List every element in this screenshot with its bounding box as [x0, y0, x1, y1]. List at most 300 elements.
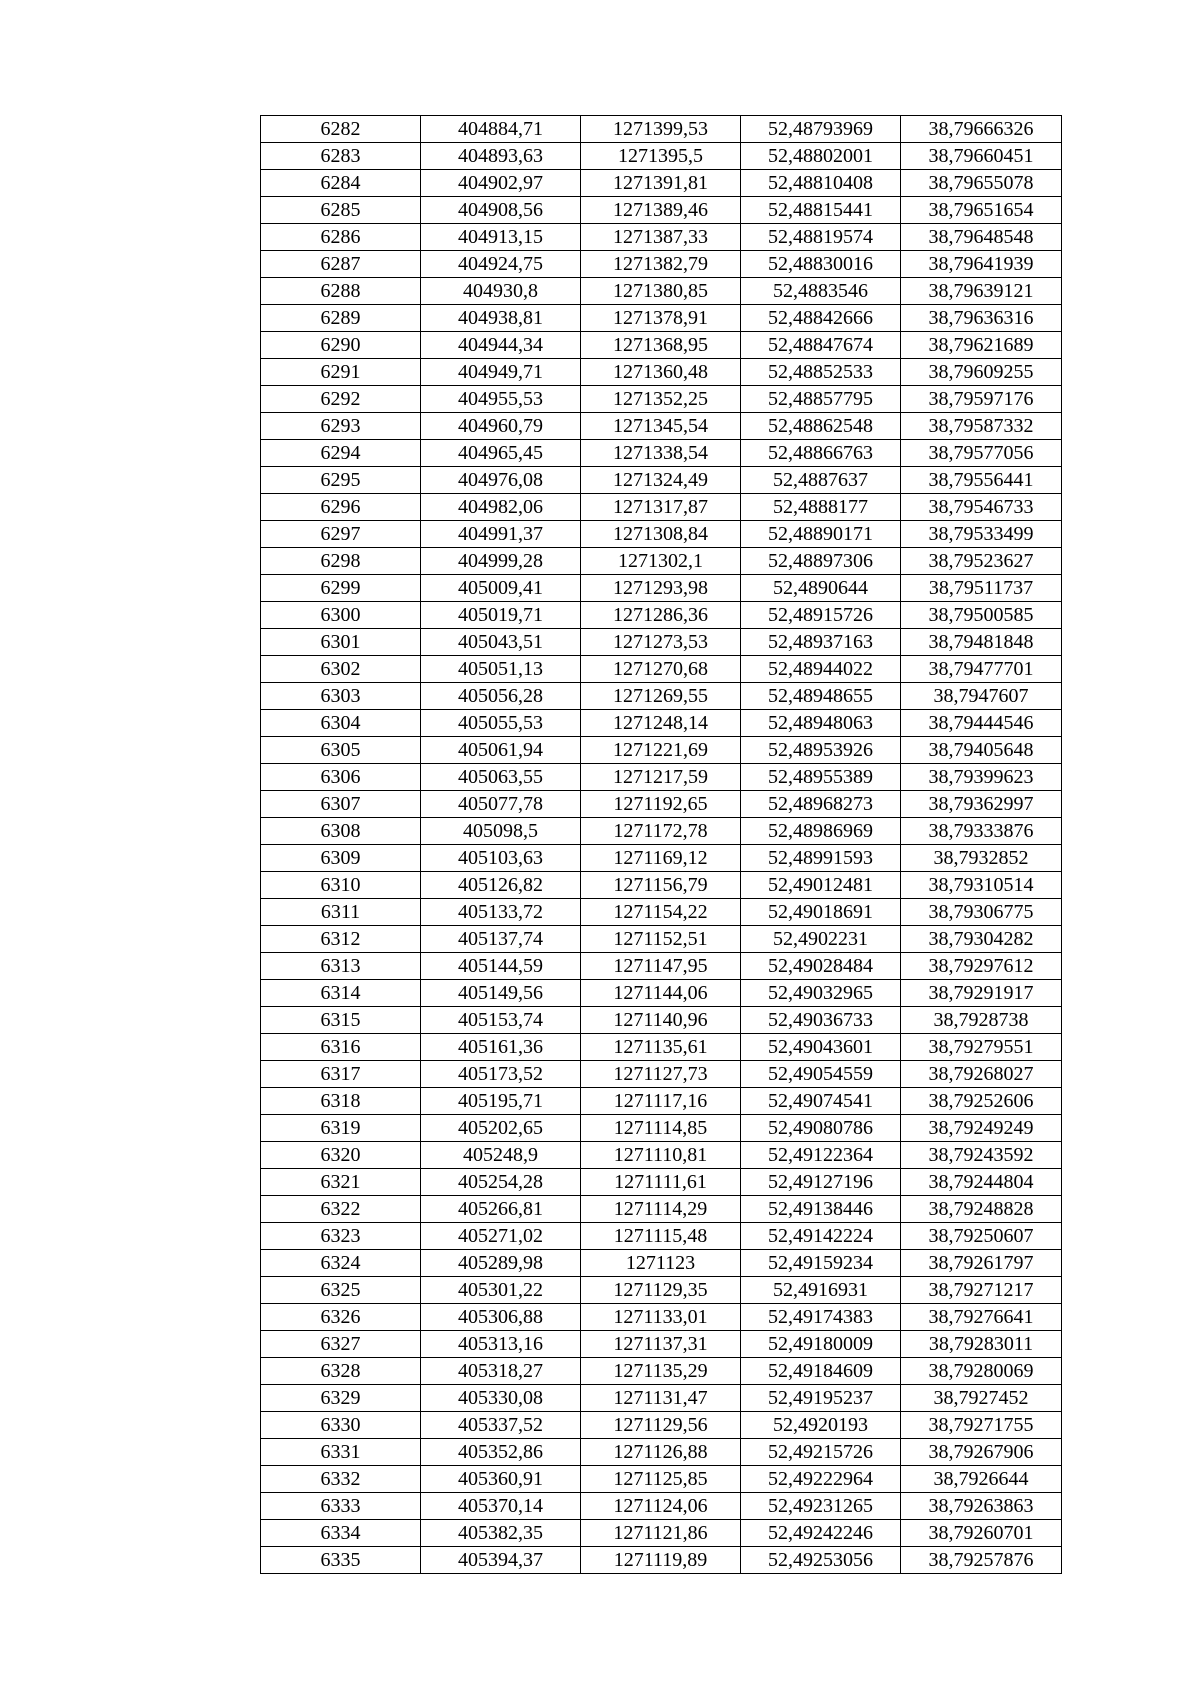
table-row: [261, 602, 1062, 629]
longitude-cell: 38,79511737: [901, 575, 1062, 602]
table-row: [261, 845, 1062, 872]
table-row: [261, 197, 1062, 224]
point-number-cell: 6298: [261, 548, 421, 575]
y-coordinate-cell: 1271389,46: [581, 197, 741, 224]
longitude-cell: 38,79500585: [901, 602, 1062, 629]
longitude-cell: 38,79609255: [901, 359, 1062, 386]
x-coordinate-cell: 405103,63: [421, 845, 581, 872]
x-coordinate-cell: 405149,56: [421, 980, 581, 1007]
point-number-cell: 6318: [261, 1088, 421, 1115]
y-coordinate-cell: 1271137,31: [581, 1331, 741, 1358]
y-coordinate-cell: 1271111,61: [581, 1169, 741, 1196]
longitude-cell: 38,79577056: [901, 440, 1062, 467]
y-coordinate-cell: 1271135,61: [581, 1034, 741, 1061]
table-row: [261, 1439, 1062, 1466]
longitude-cell: 38,79297612: [901, 953, 1062, 980]
y-coordinate-cell: 1271129,35: [581, 1277, 741, 1304]
latitude-cell: 52,49080786: [741, 1115, 901, 1142]
point-number-cell: 6331: [261, 1439, 421, 1466]
y-coordinate-cell: 1271286,36: [581, 602, 741, 629]
longitude-cell: 38,79523627: [901, 548, 1062, 575]
point-number-cell: 6309: [261, 845, 421, 872]
longitude-cell: 38,79648548: [901, 224, 1062, 251]
table-row: [261, 737, 1062, 764]
x-coordinate-cell: 404893,63: [421, 143, 581, 170]
y-coordinate-cell: 1271119,89: [581, 1547, 741, 1574]
x-coordinate-cell: 405306,88: [421, 1304, 581, 1331]
table-row: [261, 1358, 1062, 1385]
table-row: [261, 1277, 1062, 1304]
y-coordinate-cell: 1271273,53: [581, 629, 741, 656]
point-number-cell: 6334: [261, 1520, 421, 1547]
latitude-cell: 52,49222964: [741, 1466, 901, 1493]
point-number-cell: 6292: [261, 386, 421, 413]
x-coordinate-cell: 404949,71: [421, 359, 581, 386]
latitude-cell: 52,49043601: [741, 1034, 901, 1061]
longitude-cell: 38,79533499: [901, 521, 1062, 548]
latitude-cell: 52,48857795: [741, 386, 901, 413]
y-coordinate-cell: 1271115,48: [581, 1223, 741, 1250]
x-coordinate-cell: 404976,08: [421, 467, 581, 494]
longitude-cell: 38,79276641: [901, 1304, 1062, 1331]
point-number-cell: 6291: [261, 359, 421, 386]
table-row: [261, 1115, 1062, 1142]
x-coordinate-cell: 405352,86: [421, 1439, 581, 1466]
table-row: [261, 980, 1062, 1007]
longitude-cell: 38,79261797: [901, 1250, 1062, 1277]
latitude-cell: 52,49122364: [741, 1142, 901, 1169]
table-row: [261, 467, 1062, 494]
table-row: [261, 1196, 1062, 1223]
longitude-cell: 38,79283011: [901, 1331, 1062, 1358]
latitude-cell: 52,49242246: [741, 1520, 901, 1547]
point-number-cell: 6317: [261, 1061, 421, 1088]
x-coordinate-cell: 405061,94: [421, 737, 581, 764]
latitude-cell: 52,49032965: [741, 980, 901, 1007]
point-number-cell: 6306: [261, 764, 421, 791]
latitude-cell: 52,49184609: [741, 1358, 901, 1385]
y-coordinate-cell: 1271269,55: [581, 683, 741, 710]
longitude-cell: 38,79597176: [901, 386, 1062, 413]
x-coordinate-cell: 404930,8: [421, 278, 581, 305]
y-coordinate-cell: 1271338,54: [581, 440, 741, 467]
table-row: [261, 764, 1062, 791]
table-row: [261, 548, 1062, 575]
x-coordinate-cell: 404955,53: [421, 386, 581, 413]
longitude-cell: 38,79362997: [901, 791, 1062, 818]
x-coordinate-cell: 405289,98: [421, 1250, 581, 1277]
x-coordinate-cell: 405202,65: [421, 1115, 581, 1142]
longitude-cell: 38,79641939: [901, 251, 1062, 278]
coordinates-table: [260, 115, 1062, 1574]
point-number-cell: 6321: [261, 1169, 421, 1196]
latitude-cell: 52,48915726: [741, 602, 901, 629]
y-coordinate-cell: 1271126,88: [581, 1439, 741, 1466]
x-coordinate-cell: 405248,9: [421, 1142, 581, 1169]
latitude-cell: 52,48897306: [741, 548, 901, 575]
point-number-cell: 6333: [261, 1493, 421, 1520]
x-coordinate-cell: 405394,37: [421, 1547, 581, 1574]
longitude-cell: 38,79666326: [901, 116, 1062, 143]
y-coordinate-cell: 1271308,84: [581, 521, 741, 548]
table-row: [261, 1034, 1062, 1061]
point-number-cell: 6297: [261, 521, 421, 548]
latitude-cell: 52,49231265: [741, 1493, 901, 1520]
table-row: [261, 1412, 1062, 1439]
latitude-cell: 52,48842666: [741, 305, 901, 332]
point-number-cell: 6303: [261, 683, 421, 710]
x-coordinate-cell: 405337,52: [421, 1412, 581, 1439]
table-row: [261, 251, 1062, 278]
y-coordinate-cell: 1271156,79: [581, 872, 741, 899]
table-row: [261, 1385, 1062, 1412]
latitude-cell: 52,49253056: [741, 1547, 901, 1574]
y-coordinate-cell: 1271270,68: [581, 656, 741, 683]
y-coordinate-cell: 1271123: [581, 1250, 741, 1277]
y-coordinate-cell: 1271399,53: [581, 116, 741, 143]
point-number-cell: 6322: [261, 1196, 421, 1223]
longitude-cell: 38,79444546: [901, 710, 1062, 737]
x-coordinate-cell: 405043,51: [421, 629, 581, 656]
longitude-cell: 38,79250607: [901, 1223, 1062, 1250]
longitude-cell: 38,79556441: [901, 467, 1062, 494]
latitude-cell: 52,49142224: [741, 1223, 901, 1250]
latitude-cell: 52,48948063: [741, 710, 901, 737]
longitude-cell: 38,79291917: [901, 980, 1062, 1007]
x-coordinate-cell: 404908,56: [421, 197, 581, 224]
latitude-cell: 52,48944022: [741, 656, 901, 683]
point-number-cell: 6335: [261, 1547, 421, 1574]
y-coordinate-cell: 1271140,96: [581, 1007, 741, 1034]
y-coordinate-cell: 1271124,06: [581, 1493, 741, 1520]
point-number-cell: 6323: [261, 1223, 421, 1250]
longitude-cell: 38,79304282: [901, 926, 1062, 953]
y-coordinate-cell: 1271221,69: [581, 737, 741, 764]
latitude-cell: 52,48937163: [741, 629, 901, 656]
point-number-cell: 6295: [261, 467, 421, 494]
latitude-cell: 52,48830016: [741, 251, 901, 278]
latitude-cell: 52,49138446: [741, 1196, 901, 1223]
longitude-cell: 38,7927452: [901, 1385, 1062, 1412]
latitude-cell: 52,4887637: [741, 467, 901, 494]
latitude-cell: 52,48955389: [741, 764, 901, 791]
y-coordinate-cell: 1271192,65: [581, 791, 741, 818]
x-coordinate-cell: 405126,82: [421, 872, 581, 899]
y-coordinate-cell: 1271125,85: [581, 1466, 741, 1493]
point-number-cell: 6290: [261, 332, 421, 359]
latitude-cell: 52,4888177: [741, 494, 901, 521]
point-number-cell: 6316: [261, 1034, 421, 1061]
x-coordinate-cell: 404965,45: [421, 440, 581, 467]
table-row: [261, 1493, 1062, 1520]
table-row: [261, 1142, 1062, 1169]
point-number-cell: 6282: [261, 116, 421, 143]
longitude-cell: 38,79267906: [901, 1439, 1062, 1466]
y-coordinate-cell: 1271217,59: [581, 764, 741, 791]
longitude-cell: 38,79655078: [901, 170, 1062, 197]
y-coordinate-cell: 1271345,54: [581, 413, 741, 440]
longitude-cell: 38,79639121: [901, 278, 1062, 305]
table-row: [261, 1304, 1062, 1331]
point-number-cell: 6305: [261, 737, 421, 764]
x-coordinate-cell: 405254,28: [421, 1169, 581, 1196]
latitude-cell: 52,49127196: [741, 1169, 901, 1196]
x-coordinate-cell: 404999,28: [421, 548, 581, 575]
table-body: [261, 116, 1062, 1574]
y-coordinate-cell: 1271391,81: [581, 170, 741, 197]
longitude-cell: 38,79260701: [901, 1520, 1062, 1547]
point-number-cell: 6299: [261, 575, 421, 602]
point-number-cell: 6284: [261, 170, 421, 197]
y-coordinate-cell: 1271131,47: [581, 1385, 741, 1412]
x-coordinate-cell: 405301,22: [421, 1277, 581, 1304]
x-coordinate-cell: 404938,81: [421, 305, 581, 332]
longitude-cell: 38,79271217: [901, 1277, 1062, 1304]
latitude-cell: 52,49018691: [741, 899, 901, 926]
point-number-cell: 6315: [261, 1007, 421, 1034]
y-coordinate-cell: 1271293,98: [581, 575, 741, 602]
table-row: [261, 359, 1062, 386]
longitude-cell: 38,79660451: [901, 143, 1062, 170]
longitude-cell: 38,79636316: [901, 305, 1062, 332]
point-number-cell: 6310: [261, 872, 421, 899]
x-coordinate-cell: 405098,5: [421, 818, 581, 845]
table-row: [261, 656, 1062, 683]
table-row: [261, 143, 1062, 170]
y-coordinate-cell: 1271110,81: [581, 1142, 741, 1169]
table-row: [261, 116, 1062, 143]
point-number-cell: 6283: [261, 143, 421, 170]
y-coordinate-cell: 1271169,12: [581, 845, 741, 872]
x-coordinate-cell: 405370,14: [421, 1493, 581, 1520]
table-row: [261, 818, 1062, 845]
latitude-cell: 52,48991593: [741, 845, 901, 872]
point-number-cell: 6328: [261, 1358, 421, 1385]
table-row: [261, 305, 1062, 332]
table-row: [261, 332, 1062, 359]
y-coordinate-cell: 1271152,51: [581, 926, 741, 953]
point-number-cell: 6332: [261, 1466, 421, 1493]
latitude-cell: 52,49159234: [741, 1250, 901, 1277]
longitude-cell: 38,79399623: [901, 764, 1062, 791]
longitude-cell: 38,7932852: [901, 845, 1062, 872]
longitude-cell: 38,79280069: [901, 1358, 1062, 1385]
latitude-cell: 52,49215726: [741, 1439, 901, 1466]
longitude-cell: 38,79310514: [901, 872, 1062, 899]
table-row: [261, 1250, 1062, 1277]
latitude-cell: 52,49180009: [741, 1331, 901, 1358]
longitude-cell: 38,79621689: [901, 332, 1062, 359]
x-coordinate-cell: 405063,55: [421, 764, 581, 791]
y-coordinate-cell: 1271378,91: [581, 305, 741, 332]
latitude-cell: 52,48948655: [741, 683, 901, 710]
table-row: [261, 170, 1062, 197]
latitude-cell: 52,48793969: [741, 116, 901, 143]
x-coordinate-cell: 405313,16: [421, 1331, 581, 1358]
latitude-cell: 52,48968273: [741, 791, 901, 818]
point-number-cell: 6326: [261, 1304, 421, 1331]
point-number-cell: 6327: [261, 1331, 421, 1358]
table-row: [261, 521, 1062, 548]
latitude-cell: 52,49174383: [741, 1304, 901, 1331]
table-row: [261, 413, 1062, 440]
latitude-cell: 52,49054559: [741, 1061, 901, 1088]
table-row: [261, 575, 1062, 602]
longitude-cell: 38,79405648: [901, 737, 1062, 764]
point-number-cell: 6329: [261, 1385, 421, 1412]
x-coordinate-cell: 404944,34: [421, 332, 581, 359]
point-number-cell: 6313: [261, 953, 421, 980]
x-coordinate-cell: 405077,78: [421, 791, 581, 818]
x-coordinate-cell: 405055,53: [421, 710, 581, 737]
latitude-cell: 52,4902231: [741, 926, 901, 953]
table-row: [261, 953, 1062, 980]
y-coordinate-cell: 1271317,87: [581, 494, 741, 521]
point-number-cell: 6311: [261, 899, 421, 926]
longitude-cell: 38,79257876: [901, 1547, 1062, 1574]
longitude-cell: 38,79306775: [901, 899, 1062, 926]
y-coordinate-cell: 1271360,48: [581, 359, 741, 386]
x-coordinate-cell: 405195,71: [421, 1088, 581, 1115]
x-coordinate-cell: 405056,28: [421, 683, 581, 710]
point-number-cell: 6308: [261, 818, 421, 845]
x-coordinate-cell: 405144,59: [421, 953, 581, 980]
latitude-cell: 52,48819574: [741, 224, 901, 251]
y-coordinate-cell: 1271129,56: [581, 1412, 741, 1439]
y-coordinate-cell: 1271127,73: [581, 1061, 741, 1088]
x-coordinate-cell: 405382,35: [421, 1520, 581, 1547]
x-coordinate-cell: 405009,41: [421, 575, 581, 602]
table-row: [261, 1331, 1062, 1358]
y-coordinate-cell: 1271395,5: [581, 143, 741, 170]
x-coordinate-cell: 405266,81: [421, 1196, 581, 1223]
longitude-cell: 38,79249249: [901, 1115, 1062, 1142]
table-row: [261, 1547, 1062, 1574]
table-row: [261, 1088, 1062, 1115]
point-number-cell: 6301: [261, 629, 421, 656]
table-row: [261, 899, 1062, 926]
y-coordinate-cell: 1271302,1: [581, 548, 741, 575]
x-coordinate-cell: 404902,97: [421, 170, 581, 197]
point-number-cell: 6319: [261, 1115, 421, 1142]
point-number-cell: 6289: [261, 305, 421, 332]
y-coordinate-cell: 1271382,79: [581, 251, 741, 278]
x-coordinate-cell: 405019,71: [421, 602, 581, 629]
x-coordinate-cell: 405360,91: [421, 1466, 581, 1493]
table-row: [261, 1169, 1062, 1196]
table-row: [261, 224, 1062, 251]
latitude-cell: 52,48810408: [741, 170, 901, 197]
table-row: [261, 440, 1062, 467]
x-coordinate-cell: 404884,71: [421, 116, 581, 143]
latitude-cell: 52,49195237: [741, 1385, 901, 1412]
longitude-cell: 38,79481848: [901, 629, 1062, 656]
table-row: [261, 1520, 1062, 1547]
longitude-cell: 38,79546733: [901, 494, 1062, 521]
longitude-cell: 38,79268027: [901, 1061, 1062, 1088]
x-coordinate-cell: 404960,79: [421, 413, 581, 440]
latitude-cell: 52,48953926: [741, 737, 901, 764]
point-number-cell: 6307: [261, 791, 421, 818]
point-number-cell: 6286: [261, 224, 421, 251]
table-row: [261, 872, 1062, 899]
latitude-cell: 52,4920193: [741, 1412, 901, 1439]
longitude-cell: 38,79333876: [901, 818, 1062, 845]
x-coordinate-cell: 405161,36: [421, 1034, 581, 1061]
table-row: [261, 926, 1062, 953]
table-row: [261, 683, 1062, 710]
x-coordinate-cell: 405173,52: [421, 1061, 581, 1088]
latitude-cell: 52,49036733: [741, 1007, 901, 1034]
point-number-cell: 6320: [261, 1142, 421, 1169]
latitude-cell: 52,48852533: [741, 359, 901, 386]
point-number-cell: 6296: [261, 494, 421, 521]
x-coordinate-cell: 404913,15: [421, 224, 581, 251]
longitude-cell: 38,79248828: [901, 1196, 1062, 1223]
point-number-cell: 6330: [261, 1412, 421, 1439]
point-number-cell: 6304: [261, 710, 421, 737]
table-row: [261, 386, 1062, 413]
latitude-cell: 52,48815441: [741, 197, 901, 224]
latitude-cell: 52,49012481: [741, 872, 901, 899]
x-coordinate-cell: 405330,08: [421, 1385, 581, 1412]
x-coordinate-cell: 404991,37: [421, 521, 581, 548]
y-coordinate-cell: 1271147,95: [581, 953, 741, 980]
longitude-cell: 38,79252606: [901, 1088, 1062, 1115]
point-number-cell: 6285: [261, 197, 421, 224]
y-coordinate-cell: 1271380,85: [581, 278, 741, 305]
table-row: [261, 1466, 1062, 1493]
point-number-cell: 6312: [261, 926, 421, 953]
latitude-cell: 52,49028484: [741, 953, 901, 980]
latitude-cell: 52,48802001: [741, 143, 901, 170]
x-coordinate-cell: 405051,13: [421, 656, 581, 683]
y-coordinate-cell: 1271133,01: [581, 1304, 741, 1331]
longitude-cell: 38,7928738: [901, 1007, 1062, 1034]
y-coordinate-cell: 1271114,29: [581, 1196, 741, 1223]
y-coordinate-cell: 1271135,29: [581, 1358, 741, 1385]
longitude-cell: 38,79244804: [901, 1169, 1062, 1196]
y-coordinate-cell: 1271324,49: [581, 467, 741, 494]
point-number-cell: 6324: [261, 1250, 421, 1277]
latitude-cell: 52,48986969: [741, 818, 901, 845]
table-row: [261, 1223, 1062, 1250]
point-number-cell: 6325: [261, 1277, 421, 1304]
latitude-cell: 52,4883546: [741, 278, 901, 305]
table-row: [261, 791, 1062, 818]
longitude-cell: 38,7947607: [901, 683, 1062, 710]
point-number-cell: 6288: [261, 278, 421, 305]
table-row: [261, 1007, 1062, 1034]
point-number-cell: 6302: [261, 656, 421, 683]
longitude-cell: 38,7926644: [901, 1466, 1062, 1493]
point-number-cell: 6293: [261, 413, 421, 440]
table-row: [261, 278, 1062, 305]
y-coordinate-cell: 1271121,86: [581, 1520, 741, 1547]
x-coordinate-cell: 405133,72: [421, 899, 581, 926]
longitude-cell: 38,79243592: [901, 1142, 1062, 1169]
longitude-cell: 38,79271755: [901, 1412, 1062, 1439]
y-coordinate-cell: 1271387,33: [581, 224, 741, 251]
x-coordinate-cell: 405153,74: [421, 1007, 581, 1034]
longitude-cell: 38,79651654: [901, 197, 1062, 224]
latitude-cell: 52,4890644: [741, 575, 901, 602]
point-number-cell: 6294: [261, 440, 421, 467]
y-coordinate-cell: 1271114,85: [581, 1115, 741, 1142]
y-coordinate-cell: 1271117,16: [581, 1088, 741, 1115]
latitude-cell: 52,48890171: [741, 521, 901, 548]
point-number-cell: 6300: [261, 602, 421, 629]
